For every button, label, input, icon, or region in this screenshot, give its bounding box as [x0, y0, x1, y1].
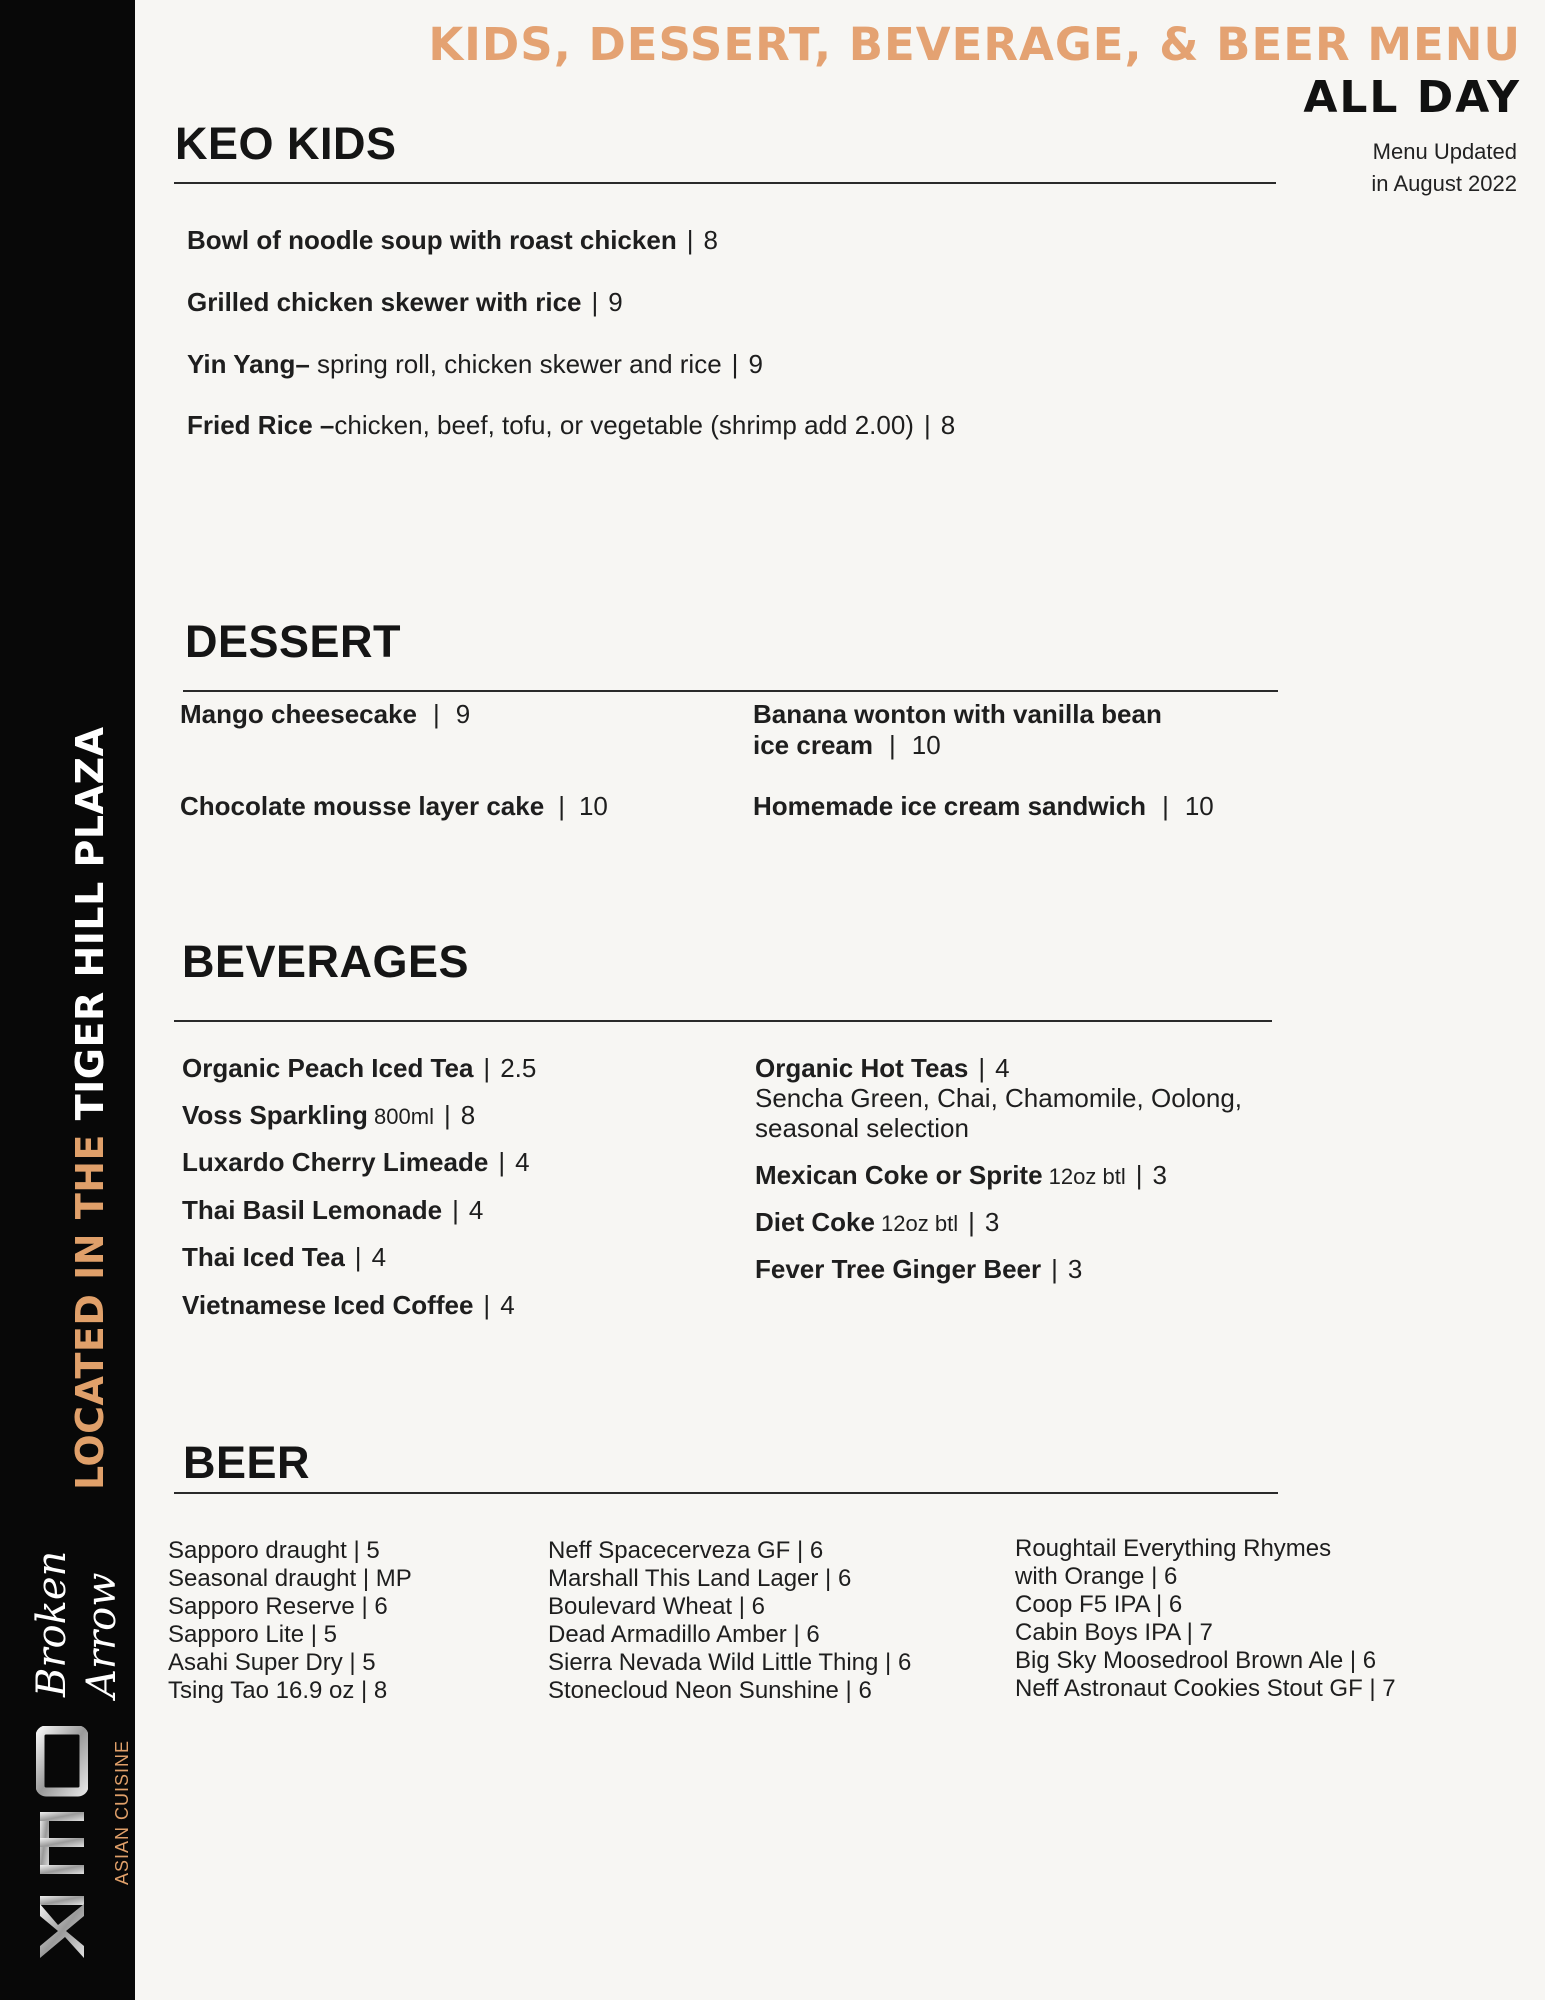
beer-item: Coop F5 IPA | 6	[1015, 1591, 1183, 1618]
price-separator: |	[923, 410, 931, 440]
beer-item: Roughtail Everything Rhymes	[1015, 1535, 1332, 1562]
kids-section-title: KEO KIDS	[175, 118, 397, 169]
updated-line-2: in August 2022	[1371, 171, 1517, 196]
item-name: Mango cheesecake	[180, 699, 418, 729]
item-price: 8	[703, 225, 718, 255]
kids-item	[187, 225, 718, 256]
beer-divider	[174, 1492, 1278, 1494]
beer-list-col-2	[548, 1537, 911, 1705]
item-price: 10	[578, 791, 608, 821]
beverage-item	[182, 1242, 386, 1273]
item-name: Fever Tree Ginger Beer	[755, 1254, 1042, 1284]
item-name-continued: ice cream	[753, 730, 873, 760]
price-separator: |	[483, 1290, 491, 1320]
item-name: Mexican Coke or Sprite	[755, 1160, 1043, 1190]
price-separator: |	[1135, 1160, 1143, 1190]
location-plaza: TIGER HILL PLAZA	[68, 726, 112, 1121]
item-name: Homemade ice cream sandwich	[753, 791, 1147, 821]
price-separator: |	[968, 1207, 975, 1237]
beverage-item	[182, 1195, 483, 1226]
beverage-item	[182, 1053, 536, 1084]
item-price: 9	[748, 349, 763, 379]
dessert-item	[180, 791, 608, 822]
kids-item	[187, 349, 763, 380]
location-text	[68, 727, 112, 1490]
beer-item: Big Sky Moosedrool Brown Ale | 6	[1015, 1647, 1377, 1674]
beverage-item	[755, 1254, 1082, 1285]
price-separator: |	[443, 1100, 451, 1130]
item-price: 9	[608, 287, 623, 317]
item-price: 8	[460, 1100, 476, 1130]
beverage-item	[182, 1100, 475, 1131]
item-size: 800ml	[367, 1104, 434, 1129]
item-price: 4	[515, 1147, 530, 1177]
item-name: Chocolate mousse layer cake	[180, 791, 545, 821]
item-name: Yin Yang–	[187, 349, 310, 379]
beer-item: Seasonal draught | MP	[168, 1565, 412, 1592]
beer-item: Stonecloud Neon Sunshine | 6	[548, 1677, 872, 1704]
beer-section-title: BEER	[183, 1437, 311, 1488]
beer-item: Neff Spacecerveza GF | 6	[548, 1537, 824, 1564]
beer-item: Cabin Boys IPA | 7	[1015, 1619, 1213, 1646]
price-separator: |	[888, 730, 896, 760]
item-price: 4	[468, 1195, 484, 1225]
price-separator: |	[1051, 1254, 1058, 1284]
beverages-divider	[174, 1020, 1272, 1022]
item-price: 10	[1184, 791, 1214, 821]
item-name: Banana wonton with vanilla bean	[753, 699, 1162, 729]
dessert-item	[753, 699, 1162, 730]
beer-item: Tsing Tao 16.9 oz | 8	[168, 1677, 388, 1704]
item-price: 3	[984, 1207, 1000, 1237]
item-name: Voss Sparkling	[182, 1100, 368, 1130]
item-name: Organic Peach Iced Tea	[182, 1053, 474, 1083]
menu-title: KIDS, DESSERT, BEVERAGE, & BEER MENU	[428, 18, 1521, 71]
item-price: 10	[911, 730, 941, 760]
price-separator: |	[452, 1195, 459, 1225]
price-separator: |	[591, 287, 599, 317]
item-size: 12oz btl	[1042, 1164, 1126, 1189]
beverage-item	[755, 1207, 999, 1238]
dessert-divider	[183, 690, 1278, 692]
item-price: 9	[455, 699, 471, 729]
price-separator: |	[558, 791, 565, 821]
beer-item: with Orange | 6	[1015, 1563, 1178, 1590]
price-separator: |	[498, 1147, 506, 1177]
kids-item	[187, 287, 623, 318]
item-name: Vietnamese Iced Coffee	[182, 1290, 474, 1320]
beer-item: Marshall This Land Lager | 6	[548, 1565, 852, 1592]
brand-script-broken: Broken	[29, 1550, 75, 1697]
price-separator: |	[731, 349, 739, 379]
beer-item: Boulevard Wheat | 6	[548, 1593, 766, 1620]
beer-item: Sierra Nevada Wild Little Thing | 6	[548, 1649, 912, 1676]
item-name: Thai Basil Lemonade	[182, 1195, 443, 1225]
beverage-item	[755, 1053, 1010, 1084]
kids-item	[187, 410, 955, 441]
beer-item: Neff Astronaut Cookies Stout GF | 7	[1015, 1675, 1396, 1702]
tea-selection-description: Sencha Green, Chai, Chamomile, Oolong, seasonal selection	[755, 1083, 1243, 1143]
dessert-item	[753, 791, 1214, 822]
price-separator: |	[1162, 791, 1169, 821]
beer-item: Sapporo draught | 5	[168, 1537, 380, 1564]
item-name: Luxardo Cherry Limeade	[182, 1147, 489, 1177]
item-price: 4	[995, 1053, 1010, 1083]
updated-note	[1371, 136, 1517, 200]
price-separator: |	[483, 1053, 491, 1083]
price-separator: |	[433, 699, 440, 729]
item-price: 3	[1067, 1254, 1083, 1284]
updated-line-1: Menu Updated	[1372, 139, 1517, 164]
dessert-item	[180, 699, 470, 730]
item-price: 4	[371, 1242, 387, 1272]
beer-item: Asahi Super Dry | 5	[168, 1649, 376, 1676]
brand-subtitle: ASIAN CUISINE	[112, 1739, 132, 1885]
beverage-item	[755, 1160, 1167, 1191]
beer-list-col-1	[168, 1537, 412, 1705]
brand-script-arrow: Arrow	[79, 1572, 125, 1698]
item-name: Thai Iced Tea	[182, 1242, 345, 1272]
item-name: Fried Rice –	[187, 410, 335, 440]
beer-item: Dead Armadillo Amber | 6	[548, 1621, 820, 1648]
item-size: 12oz btl	[874, 1211, 959, 1236]
sidebar	[0, 0, 135, 2000]
price-separator: |	[354, 1242, 362, 1272]
item-name: Organic Hot Teas	[755, 1053, 969, 1083]
beer-item: Sapporo Reserve | 6	[168, 1593, 388, 1620]
menu-subtitle: ALL DAY	[1303, 72, 1521, 123]
kids-divider	[174, 182, 1276, 184]
dessert-section-title: DESSERT	[185, 616, 402, 667]
keo-logo-icon	[36, 1726, 88, 1964]
item-description: chicken, beef, tofu, or vegetable (shrimp add 2.00)	[334, 410, 914, 440]
beverage-item	[182, 1147, 530, 1178]
dessert-item-continued	[753, 730, 941, 761]
item-name: Diet Coke	[755, 1207, 875, 1237]
beverage-item	[182, 1290, 515, 1321]
price-separator: |	[686, 225, 694, 255]
item-price: 4	[500, 1290, 515, 1320]
location-prefix: LOCATED IN THE	[68, 1133, 112, 1490]
price-separator: |	[978, 1053, 986, 1083]
beverages-section-title: BEVERAGES	[182, 936, 470, 987]
item-name: Grilled chicken skewer with rice	[187, 287, 582, 317]
item-price: 2.5	[500, 1053, 537, 1083]
item-price: 8	[940, 410, 956, 440]
item-price: 3	[1152, 1160, 1167, 1190]
beer-item: Sapporo Lite | 5	[168, 1621, 338, 1648]
item-description: spring roll, chicken skewer and rice	[309, 349, 722, 379]
beer-list-col-3	[1015, 1535, 1396, 1703]
item-name: Bowl of noodle soup with roast chicken	[187, 225, 677, 255]
